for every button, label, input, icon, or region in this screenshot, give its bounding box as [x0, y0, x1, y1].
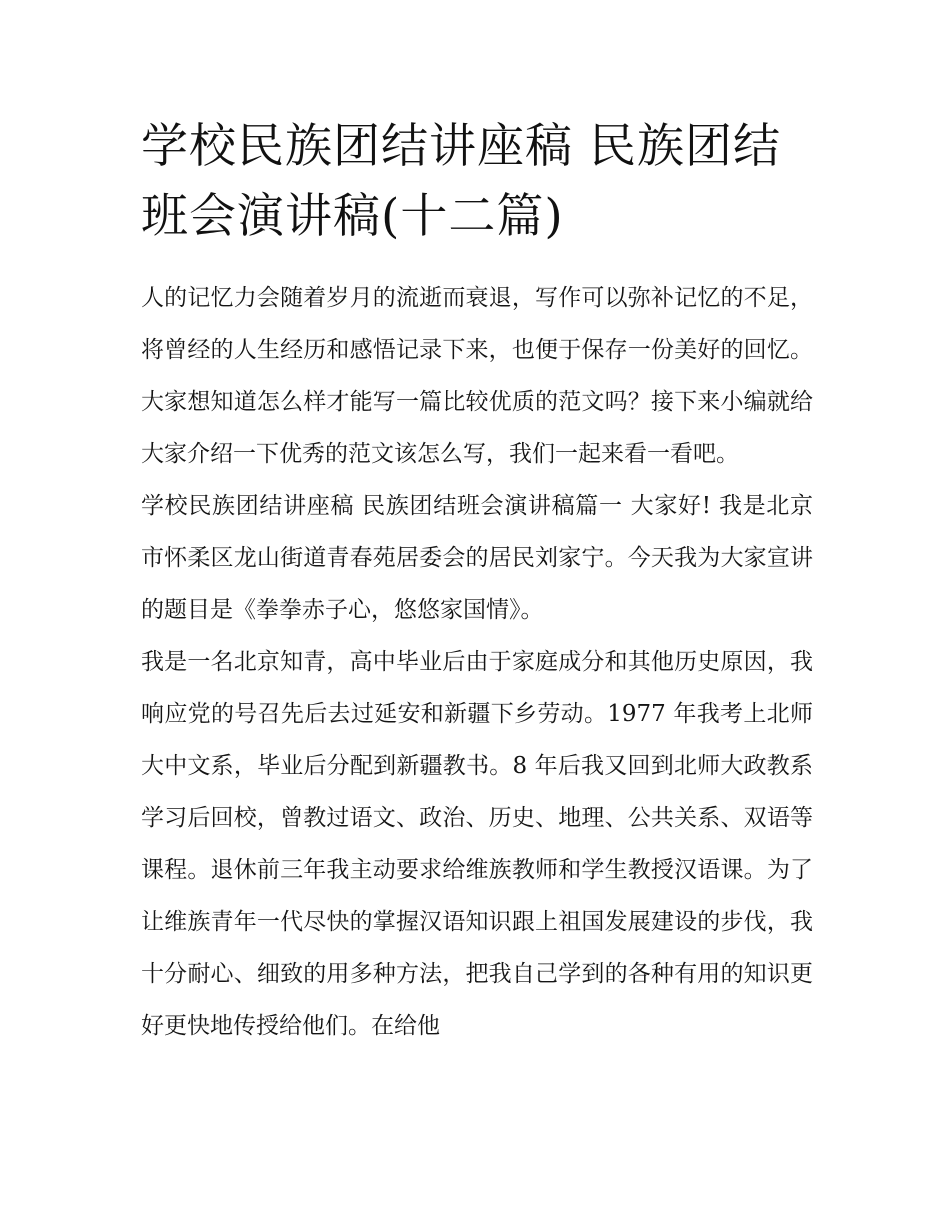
- paragraph-speech-body: 我是一名北京知青，高中毕业后由于家庭成分和其他历史原因，我响应党的号召先后去过延安和新疆下乡劳动。1977 年我考上北师大中文系，毕业后分配到新疆教书。8 年后我又回到北师大政教系学习后回校，曾教过语文、政治、历史、地理、公共关系、双语等课程。退休前三年我主动要求给维族教师和学生教授汉语课。为了让维族青年一代尽快的掌握汉语知识跟上祖国发展建设的步伐，我十分耐心、细致的用多种方法，把我自己学到的各种有用的知识更好更快地传授给他们。在给他: [141, 649, 813, 1039]
- paragraph-intro: 人的记忆力会随着岁月的流逝而衰退，写作可以弥补记忆的不足，将曾经的人生经历和感悟记录下来，也便于保存一份美好的回忆。大家想知道怎么样才能写一篇比较优质的范文吗？接下来小编就给大家介绍一下优秀的范文该怎么写，我们一起来看一看吧。: [141, 285, 813, 467]
- paragraph-speech-opening: 学校民族团结讲座稿 民族团结班会演讲稿篇一 大家好! 我是北京市怀柔区龙山街道青春苑居委会的居民刘家宁。今天我为大家宣讲的题目是《拳拳赤子心，悠悠家国情》。: [141, 493, 813, 623]
- document-body: [141, 112, 813, 1052]
- document-title: 学校民族团结讲座稿 民族团结班会演讲稿(十二篇): [141, 119, 781, 244]
